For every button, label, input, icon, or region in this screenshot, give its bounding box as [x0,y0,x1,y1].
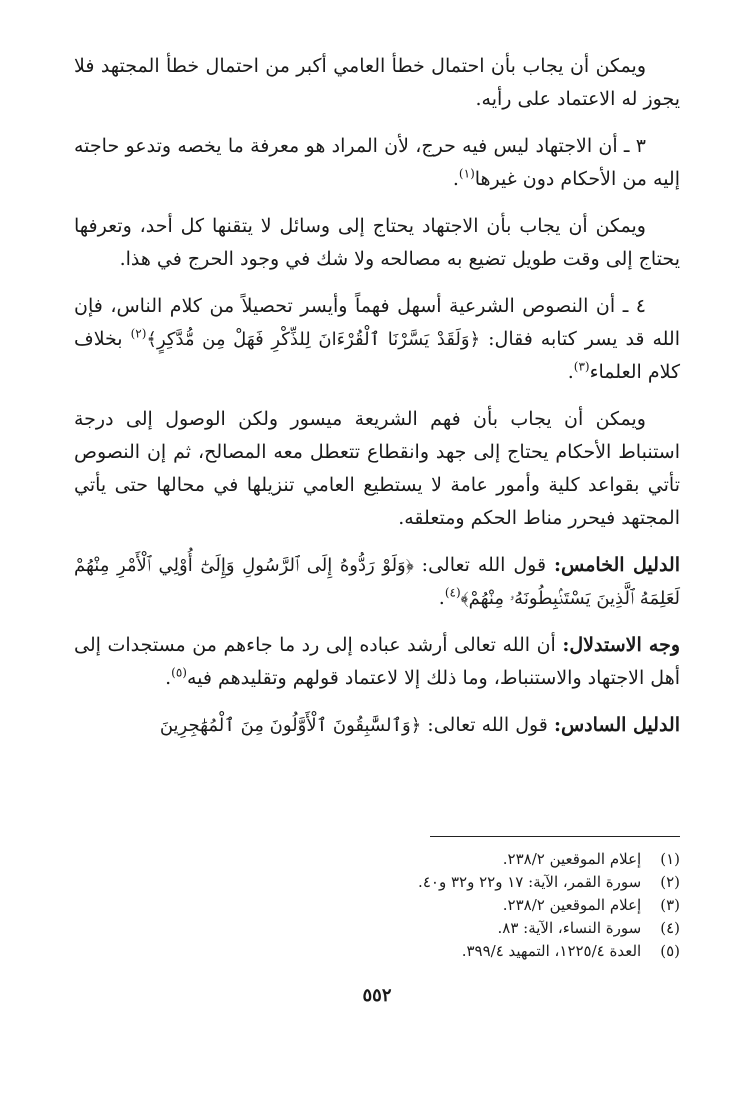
footnote-number: (٤) [660,919,680,937]
footnote-ref: (١) [458,166,475,181]
paragraph-7: وجه الاستدلال: أن الله تعالى أرشد عباده إلى رد ما جاءهم من مستجدات إلى أهل الاجتهاد والاستنباط، وما ذلك إلا لاعتماد قولهم وتقليدهم فيه$^{(٥)}$. [74,634,680,689]
footnote-item [74,848,680,870]
section-label: الدليل الخامس: [554,554,680,576]
footnote-text: إعلام الموقعين ٢٣٨/٢. [502,896,642,914]
footnote-item [74,940,680,962]
footnote-ref: (٤) [444,585,461,600]
section-label: الدليل السادس: [553,714,680,736]
paragraph-5: ويمكن أن يجاب بأن فهم الشريعة ميسور ولكن الوصول إلى درجة استنباط الأحكام يحتاج إلى جهد وانقطاع تتعطل معه المصالح، ثم إن النصوص تأتي بقواعد كلية وأمور عامة لا يستطيع العامي تنزيلها في محالها حتى يأتي المجتهد فيحرر مناط الحكم ومتعلقه. [74,408,680,529]
footnote-number: (٢) [660,873,680,891]
quran-verse: ﴿وَلَوْ رَدُّوهُ إِلَى ٱلرَّسُولِ وَإِلَىٰٓ أُوْلِي ٱلْأَمْرِ مِنْهُمْ لَعَلِمَهُ ٱلَّذِينَ يَسْتَنۢبِطُونَهُۥ مِنْهُمْ﴾ [74,555,680,609]
page-number: ٥٥٢ [362,985,392,1006]
footnote-number: (١) [660,850,680,868]
paragraph-3: ويمكن أن يجاب بأن الاجتهاد يحتاج إلى وسائل لا يتقنها كل أحد، وتعرفها يحتاج إلى وقت طويل تضيع به مصالحه ولا شك في وجود الحرج في هذا. [74,215,680,270]
footnotes [74,848,680,963]
footnote-number: (٥) [660,942,680,960]
paragraph-8: الدليل السادس: قول الله تعالى: ﴿وَٱلسَّٰبِقُونَ ٱلْأَوَّلُونَ مِنَ ٱلْمُهَٰجِرِينَ [159,714,680,736]
footnote-item [74,894,680,916]
footnote-text: إعلام الموقعين ٢٣٨/٢. [502,850,642,868]
paragraph-2: ٣ ـ أن الاجتهاد ليس فيه حرج، لأن المراد هو معرفة ما يخصه وتدعو حاجته إليه من الأحكام دون غيرها$^{(١)}$. [74,135,680,190]
footnote-item [74,871,680,893]
quran-verse: ﴿وَٱلسَّٰبِقُونَ ٱلْأَوَّلُونَ مِنَ ٱلْمُهَٰجِرِينَ [159,715,422,736]
footnote-ref: (٢) [130,326,147,341]
item-number: ٤ ـ [622,295,647,317]
footnote-number: (٣) [660,896,680,914]
main-text [74,50,680,756]
section-label: وجه الاستدلال: [562,634,680,656]
footnote-text: العدة ١٢٢٥/٤، التمهيد ٣٩٩/٤. [461,942,642,960]
footnote-text: سورة القمر، الآية: ١٧ و٢٢ و٣٢ و٤٠. [418,873,642,891]
quran-verse: ﴿وَلَقَدْ يَسَّرْنَا ٱلْقُرْءَانَ لِلذِّكْرِ فَهَلْ مِن مُّدَّكِرٍ﴾ [146,329,481,350]
item-number: ٣ ـ [623,135,646,157]
footnote-ref: (٣) [573,359,590,374]
footnote-ref: (٥) [171,665,187,680]
paragraph-1: ويمكن أن يجاب بأن احتمال خطأ العامي أكبر من احتمال خطأ المجتهد فلا يجوز له الاعتماد على رأيه. [74,55,680,110]
paragraph-4: ٤ ـ أن النصوص الشرعية أسهل فهماً وأيسر تحصيلاً من كلام الناس، فإن الله قد يسر كتابه فقال: ﴿وَلَقَدْ يَسَّرْنَا ٱلْقُرْءَانَ لِلذِّكْرِ فَهَلْ مِن مُّدَّكِرٍ﴾$^{(٢)}$ بخلاف كلام العلماء$^{(٣)}$. [74,295,681,383]
footnote-divider [430,836,680,837]
paragraph-6: الدليل الخامس: قول الله تعالى: ﴿وَلَوْ رَدُّوهُ إِلَى ٱلرَّسُولِ وَإِلَىٰٓ أُوْلِي ٱلْأَمْرِ مِنْهُمْ لَعَلِمَهُ ٱلَّذِينَ يَسْتَنۢبِطُونَهُۥ مِنْهُمْ﴾$^{(٤)}$. [74,554,680,609]
footnote-item [74,917,680,939]
footnote-text: سورة النساء، الآية: ٨٣. [497,919,642,937]
